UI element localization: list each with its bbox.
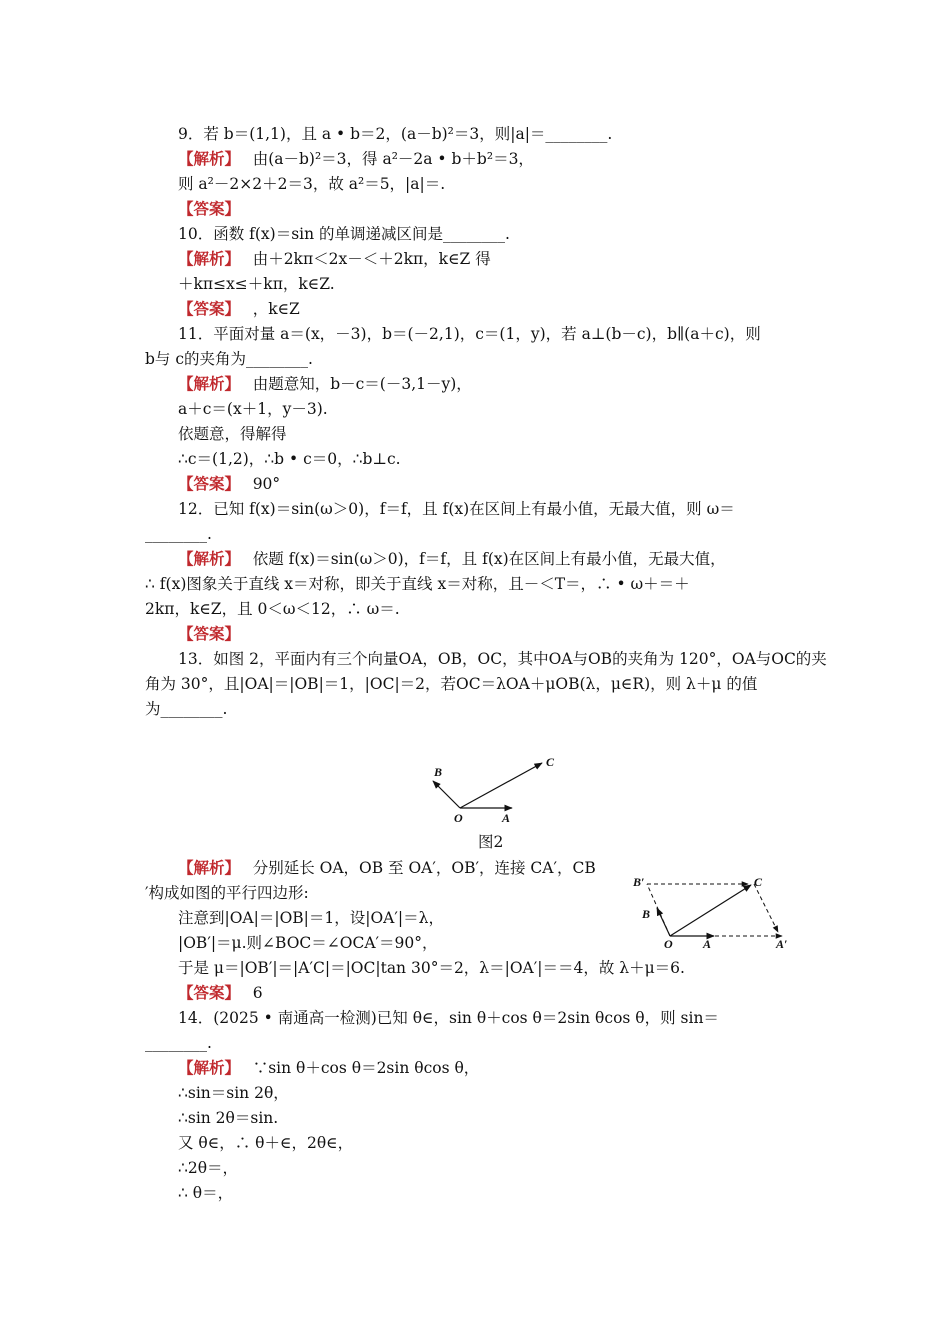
line-text: ∴sin 2θ＝sin. bbox=[178, 1109, 279, 1127]
line-text: 于是 μ＝|OB′|＝|A′C|＝|OC|tan 30°＝2，λ＝|OA′|＝＝4，故 λ＋μ＝6. bbox=[178, 959, 685, 977]
line-text: 6 bbox=[232, 984, 263, 1002]
text-line bbox=[178, 424, 287, 444]
label-b-prime: B′ bbox=[633, 875, 645, 889]
line-text: 由(a－b)²＝3，得 a²－2a • b＋b²＝3， bbox=[232, 150, 534, 168]
vector-oc bbox=[460, 763, 542, 808]
section-tag: 【答案】 bbox=[178, 624, 241, 643]
text-line bbox=[145, 1033, 212, 1053]
line-text: a＋c＝(x＋1，y－3). bbox=[178, 400, 328, 418]
text-line bbox=[178, 199, 240, 219]
line-text: 10．函数 f(x)＝sin 的单调递减区间是________. bbox=[178, 225, 510, 243]
text-line bbox=[178, 449, 401, 469]
text-line bbox=[145, 699, 227, 719]
label-o: O bbox=[664, 937, 673, 951]
line-text: ∴ f(x)图象关于直线 x＝对称，即关于直线 x＝对称，且－＜T＝，∴ • ω＋＝＋ bbox=[145, 575, 690, 593]
line-text: 9．若 b＝(1,1)，且 a • b＝2，(a－b)²＝3，则|a|＝________. bbox=[178, 125, 613, 143]
figure-parallelogram bbox=[630, 870, 800, 952]
text-line bbox=[178, 1008, 719, 1028]
line-text: 角为 30°，且|OA|＝|OB|＝1，|OC|＝2，若OC＝λOA＋μOB(λ，μ∈R)，则 λ＋μ 的值 bbox=[145, 675, 758, 693]
label-a: A bbox=[703, 937, 712, 951]
text-line bbox=[145, 883, 309, 903]
line-text: ∴sin＝sin 2θ， bbox=[178, 1084, 289, 1102]
line-text: 依题 f(x)＝sin(ω＞0)，f＝f，且 f(x)在区间上有最小值，无最大值， bbox=[232, 550, 726, 568]
text-line bbox=[178, 274, 335, 294]
section-tag: 【答案】 bbox=[178, 199, 241, 218]
text-line bbox=[145, 674, 757, 694]
line-text: ________. bbox=[145, 1034, 212, 1052]
section-tag: 【解析】 bbox=[178, 858, 233, 877]
text-line bbox=[178, 124, 612, 144]
text-line bbox=[178, 374, 472, 394]
section-tag: 【答案】 bbox=[178, 299, 233, 318]
section-tag: 【答案】 bbox=[178, 474, 233, 493]
line-text: 由＋2kπ＜2x－＜＋2kπ，k∈Z 得 bbox=[232, 250, 491, 268]
text-line bbox=[178, 1133, 353, 1153]
section-tag: 【解析】 bbox=[178, 249, 233, 268]
line-text: b与 c的夹角为________. bbox=[145, 350, 313, 368]
label-a-prime: A′ bbox=[776, 937, 788, 951]
text-line bbox=[178, 649, 827, 669]
label-c: C bbox=[754, 875, 763, 889]
line-text: 14．(2025 • 南通高一检测)已知 θ∈，sin θ＋cos θ＝2sin θcos θ，则 sin＝ bbox=[178, 1009, 719, 1027]
text-line bbox=[178, 174, 445, 194]
line-text: 注意到|OA|＝|OB|＝1，设|OA′|＝λ， bbox=[178, 909, 444, 927]
section-tag: 【解析】 bbox=[178, 374, 233, 393]
text-line bbox=[178, 1108, 278, 1128]
text-line bbox=[178, 399, 328, 419]
text-line bbox=[145, 599, 400, 619]
text-line bbox=[145, 574, 690, 594]
text-line bbox=[178, 299, 300, 319]
section-tag: 【答案】 bbox=[178, 983, 233, 1002]
line-text: 依题意，得解得 bbox=[178, 425, 287, 443]
line-text: 2kπ，k∈Z，且 0＜ω＜12，∴ ω＝. bbox=[145, 600, 400, 618]
text-line bbox=[178, 933, 438, 953]
line-text: 则 a²－2×2＋2＝3，故 a²＝5，|a|＝. bbox=[178, 175, 446, 193]
line-text: ∴2θ＝， bbox=[178, 1159, 239, 1177]
text-line bbox=[178, 983, 263, 1003]
text-line bbox=[178, 858, 596, 878]
line-text: 图2 bbox=[478, 833, 504, 851]
text-line bbox=[478, 832, 503, 852]
line-text: |OB′|＝μ.则∠BOC＝∠OCA′＝90°， bbox=[178, 934, 438, 952]
dashed-right bbox=[754, 884, 778, 932]
text-line bbox=[178, 1058, 479, 1078]
text-line bbox=[178, 1183, 233, 1203]
text-line bbox=[145, 524, 212, 544]
line-text: 由题意知，b－c＝(－3,1－y)， bbox=[232, 375, 472, 393]
text-line bbox=[178, 958, 685, 978]
text-line bbox=[178, 624, 240, 644]
text-line bbox=[178, 224, 510, 244]
text-line bbox=[178, 474, 280, 494]
label-b: B bbox=[434, 765, 443, 779]
line-text: 11．平面对量 a＝(x，－3)，b＝(－2,1)，c＝(1，y)，若 a⊥(b－c)，b∥(a＋c)，则 bbox=[178, 325, 761, 343]
text-line bbox=[178, 324, 761, 344]
line-text: 又 θ∈，∴ θ＋∈，2θ∈， bbox=[178, 1134, 354, 1152]
label-c: C bbox=[546, 755, 555, 769]
line-text: ∴ θ＝， bbox=[178, 1184, 234, 1202]
text-line bbox=[178, 1158, 238, 1178]
label-a: A bbox=[502, 811, 511, 825]
line-text: 为________. bbox=[145, 700, 228, 718]
line-text: 13．如图 2，平面内有三个向量OA，OB，OC，其中OA与OB的夹角为 120°，OA与OC的夹 bbox=[178, 650, 827, 668]
section-tag: 【解析】 bbox=[178, 149, 233, 168]
figure-2-vectors bbox=[420, 748, 570, 828]
section-tag: 【解析】 bbox=[178, 1058, 233, 1077]
line-text: ′构成如图的平行四边形: bbox=[145, 884, 309, 902]
line-text: 分别延长 OA，OB 至 OA′，OB′，连接 CA′，CB bbox=[232, 859, 596, 877]
text-line bbox=[178, 1083, 289, 1103]
line-text: ，k∈Z bbox=[232, 300, 300, 318]
vector-ob bbox=[657, 908, 670, 936]
text-line bbox=[178, 149, 534, 169]
section-tag: 【解析】 bbox=[178, 549, 233, 568]
text-line bbox=[178, 908, 444, 928]
text-line bbox=[178, 549, 726, 569]
text-line bbox=[145, 349, 313, 369]
label-o: O bbox=[454, 811, 463, 825]
line-text: ∴c＝(1,2)，∴b • c＝0，∴b⊥c. bbox=[178, 450, 401, 468]
line-text: ＋kπ≤x≤＋kπ，k∈Z. bbox=[178, 275, 335, 293]
vector-ob bbox=[433, 781, 460, 808]
line-text: 12．已知 f(x)＝sin(ω＞0)，f＝f，且 f(x)在区间上有最小值，无最大值，则 ω＝ bbox=[178, 500, 735, 518]
line-text: ________. bbox=[145, 525, 212, 543]
line-text: 90° bbox=[232, 475, 281, 493]
vector-oc bbox=[670, 885, 751, 936]
text-line bbox=[178, 249, 491, 269]
text-line bbox=[178, 499, 735, 519]
line-text: ∵sin θ＋cos θ＝2sin θcos θ， bbox=[232, 1059, 480, 1077]
label-b: B bbox=[642, 907, 651, 921]
